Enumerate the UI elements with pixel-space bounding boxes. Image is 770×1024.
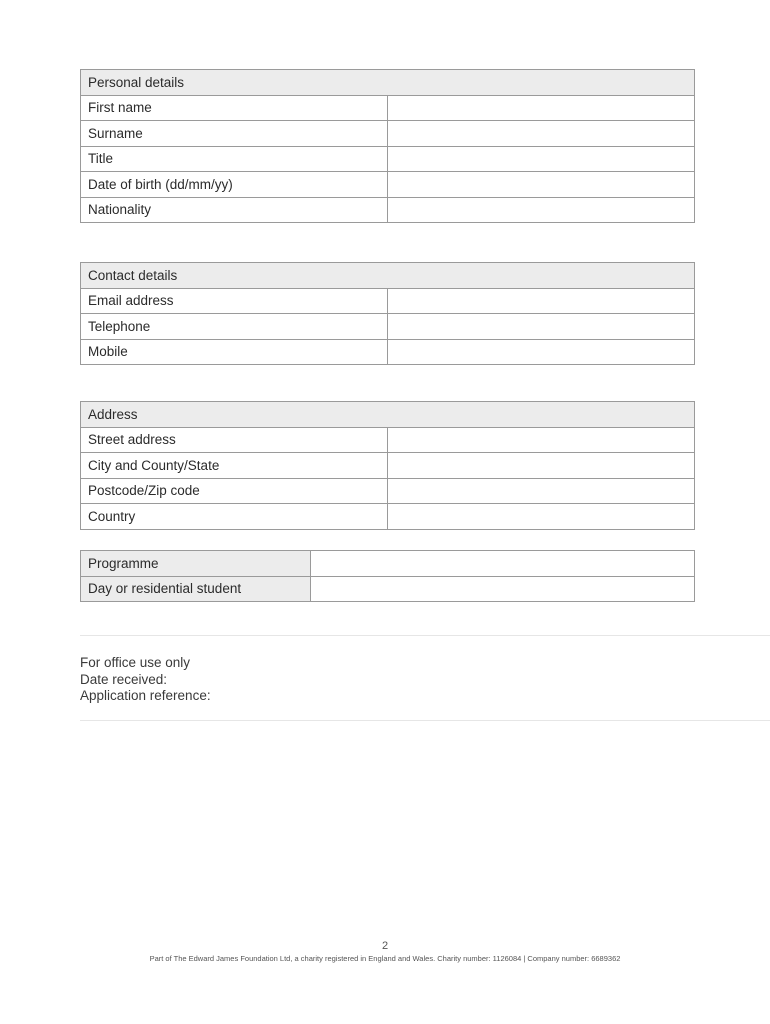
title-label: Title [81,146,388,172]
student-type-field[interactable] [311,576,695,602]
office-bottom-divider [80,720,770,721]
application-reference-label: Application reference: [80,688,211,703]
nationality-field[interactable] [388,197,695,223]
office-use-title: For office use only [80,655,191,670]
title-field[interactable] [388,146,695,172]
personal-details-heading: Personal details [81,70,695,96]
telephone-label: Telephone [81,314,388,340]
office-top-divider [80,635,770,636]
postcode-field[interactable] [388,478,695,504]
nationality-label: Nationality [81,197,388,223]
country-field[interactable] [388,504,695,530]
date-of-birth-label: Date of birth (dd/mm/yy) [81,172,388,198]
page-number: 2 [381,940,389,952]
city-county-label: City and County/State [81,453,388,479]
postcode-label: Postcode/Zip code [81,478,388,504]
programme-label: Programme [81,551,311,577]
date-received-label: Date received: [80,671,168,687]
street-address-field[interactable] [388,427,695,453]
country-label: Country [81,504,388,530]
office-use-block [80,655,211,705]
footer-charity-text: Part of The Edward James Foundation Ltd, a charity registered in England and Wales. Charity number: 1126084 | Company number: 6689362 [149,954,621,963]
mobile-field[interactable] [388,339,695,365]
telephone-field[interactable] [388,314,695,340]
student-type-label: Day or residential student [81,576,311,602]
city-county-field[interactable] [388,453,695,479]
address-heading: Address [81,402,695,428]
mobile-label: Mobile [81,339,388,365]
address-table [80,401,695,530]
email-address-field[interactable] [388,288,695,314]
contact-details-table [80,262,695,365]
programme-field[interactable] [311,551,695,577]
first-name-field[interactable] [388,95,695,121]
contact-details-heading: Contact details [81,263,695,289]
street-address-label: Street address [81,427,388,453]
email-address-label: Email address [81,288,388,314]
surname-field[interactable] [388,121,695,147]
date-of-birth-field[interactable] [388,172,695,198]
personal-details-table [80,69,695,223]
programme-table [80,550,695,602]
surname-label: Surname [81,121,388,147]
first-name-label: First name [81,95,388,121]
